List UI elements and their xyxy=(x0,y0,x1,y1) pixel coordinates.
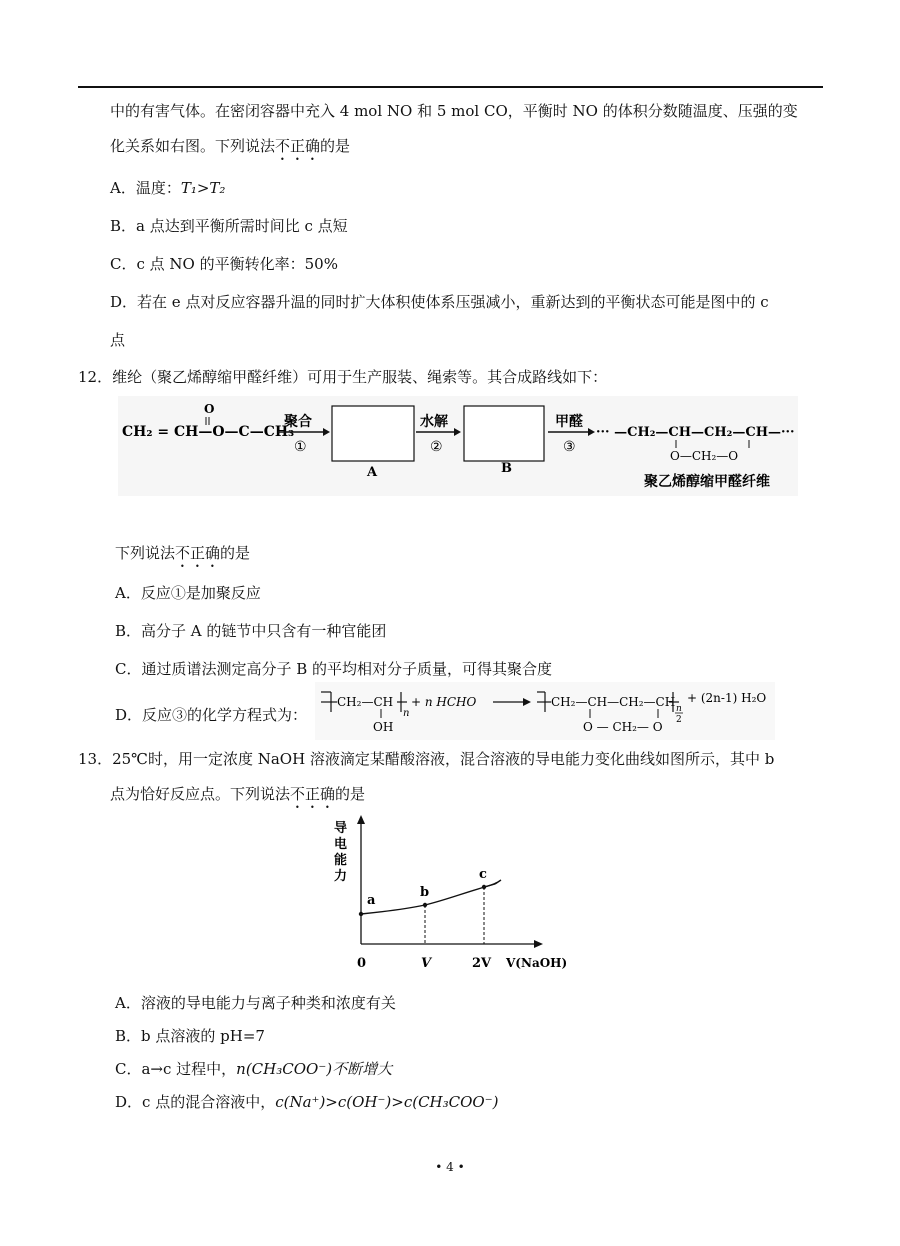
q12-sub-stem-end: 的是 xyxy=(220,544,251,562)
scheme-carbonyl-o: O xyxy=(204,402,215,416)
q11-stem-line2 xyxy=(110,135,350,164)
scheme-step1-num: ① xyxy=(294,439,307,455)
q11-option-d-line1: D．若在 e 点对反应容器升温的同时扩大体积使体系压强减小，重新达到的平衡状态可能是图中的 c xyxy=(110,293,769,311)
q12-sub-stem-text: 下列说法 xyxy=(115,544,176,562)
q13-option-c xyxy=(115,1058,392,1079)
graph-x-axis-arrow xyxy=(534,940,543,948)
eq-water: + (2n-1) H₂O xyxy=(687,691,767,705)
q12-emphasis-not-correct: 不正确 xyxy=(175,544,221,562)
q12-option-c: C．通过质谱法测定高分子 B 的平均相对分子质量，可得其聚合度 xyxy=(115,660,553,678)
q11-option-a-math: T₁>T₂ xyxy=(180,179,226,197)
q12-option-a: A．反应①是加聚反应 xyxy=(115,584,261,602)
graph-label-a: a xyxy=(367,893,376,908)
q13-stem-line1: 13．25℃时，用一定浓度 NaOH 溶液滴定某醋酸溶液，混合溶液的导电能力变化曲线如图所示，其中 b xyxy=(78,750,775,768)
page-number: • 4 • xyxy=(435,1160,465,1174)
q13-option-a: A．溶液的导电能力与离子种类和浓度有关 xyxy=(115,994,396,1012)
q11-stem-end: 的是 xyxy=(320,137,351,155)
eq-right-chain: CH₂—CH—CH₂—CH xyxy=(551,695,676,709)
scheme-vinyl-acetate: CH₂ = CH—O—C—CH₃ xyxy=(122,424,295,440)
scheme-product-ring: O—CH₂—O xyxy=(670,449,739,463)
graph-origin: 0 xyxy=(357,956,367,971)
graph-label-c: c xyxy=(479,867,487,882)
eq-right-n-den: 2 xyxy=(676,715,682,725)
scheme-step3-num: ③ xyxy=(563,439,576,455)
scheme-step3-label: 甲醛 xyxy=(555,414,583,430)
q13-option-d-math: c(Na⁺)>c(OH⁻)>c(CH₃COO⁻) xyxy=(275,1093,499,1111)
q13-option-d xyxy=(115,1091,499,1112)
graph-point-b xyxy=(423,903,427,907)
graph-point-a xyxy=(359,912,363,916)
scheme-step2-num: ② xyxy=(430,439,443,455)
q12-equation xyxy=(315,682,775,740)
graph-ylabel-3: 能 xyxy=(334,853,348,868)
header-rule xyxy=(78,86,823,88)
q11-option-a-label: A．温度： xyxy=(110,179,181,197)
q11-option-c: C．c 点 NO 的平衡转化率：50% xyxy=(110,255,338,273)
graph-tick-2v: 2V xyxy=(472,956,492,971)
graph-tick-v: V xyxy=(421,956,432,971)
eq-right-n-num: n xyxy=(676,704,682,714)
q13-option-b: B．b 点溶液的 pH=7 xyxy=(115,1027,265,1045)
graph-ylabel-4: 力 xyxy=(334,869,348,884)
q11-emphasis-not-correct: 不正确 xyxy=(275,137,321,155)
q13-option-c-math: n(CH₃COO⁻)不断增大 xyxy=(236,1060,393,1078)
graph-ylabel-1: 导 xyxy=(334,821,348,836)
scheme-step1-label: 聚合 xyxy=(284,414,312,430)
graph-y-axis-arrow xyxy=(357,815,365,824)
q11-stem-text: 化关系如右图。下列说法 xyxy=(110,137,276,155)
q11-option-d-line2: 点 xyxy=(110,331,126,349)
graph-ylabel-2: 电 xyxy=(334,837,348,852)
q12-option-b: B．高分子 A 的链节中只含有一种官能团 xyxy=(115,622,387,640)
q12-option-d: D．反应③的化学方程式为： xyxy=(115,706,308,724)
q12-synthesis-scheme xyxy=(118,396,798,496)
q11-option-b: B．a 点达到平衡所需时间比 c 点短 xyxy=(110,217,348,235)
q13-emphasis-not-correct: 不正确 xyxy=(290,785,336,803)
q13-stem-text: 点为恰好反应点。下列说法 xyxy=(110,785,291,803)
eq-reagent: + n HCHO xyxy=(411,695,477,709)
scheme-box-a-label: A xyxy=(367,465,378,480)
eq-left-n: n xyxy=(403,708,410,719)
q13-stem-end: 的是 xyxy=(335,785,366,803)
q12-sub-stem xyxy=(115,542,250,571)
q13-stem-line2 xyxy=(110,783,365,812)
scheme-box-b xyxy=(464,406,544,461)
scheme-box-b-label: B xyxy=(501,461,512,476)
scheme-product-chain: ··· —CH₂—CH—CH₂—CH—··· xyxy=(596,425,795,440)
q13-conductivity-graph xyxy=(326,812,576,980)
q11-stem-line1: 中的有害气体。在密闭容器中充入 4 mol NO 和 5 mol CO，平衡时 NO 的体积分数随温度、压强的变 xyxy=(110,102,798,120)
eq-right-ring: O — CH₂— O xyxy=(583,720,663,734)
eq-left-chain: CH₂—CH xyxy=(337,695,394,709)
graph-xlabel: V(NaOH) xyxy=(506,956,568,970)
graph-point-c xyxy=(482,885,486,889)
graph-label-b: b xyxy=(420,885,430,900)
scheme-box-a xyxy=(332,406,414,461)
q13-option-c-label: C．a→c 过程中， xyxy=(115,1060,237,1078)
q13-option-d-label: D．c 点的混合溶液中， xyxy=(115,1093,276,1111)
scheme-step2-label: 水解 xyxy=(420,414,448,430)
q11-option-a xyxy=(110,177,225,198)
scheme-product-name: 聚乙烯醇缩甲醛纤维 xyxy=(644,474,770,490)
eq-left-oh: OH xyxy=(373,720,394,734)
q12-stem: 12．维纶（聚乙烯醇缩甲醛纤维）可用于生产服装、绳索等。其合成路线如下： xyxy=(78,368,608,386)
